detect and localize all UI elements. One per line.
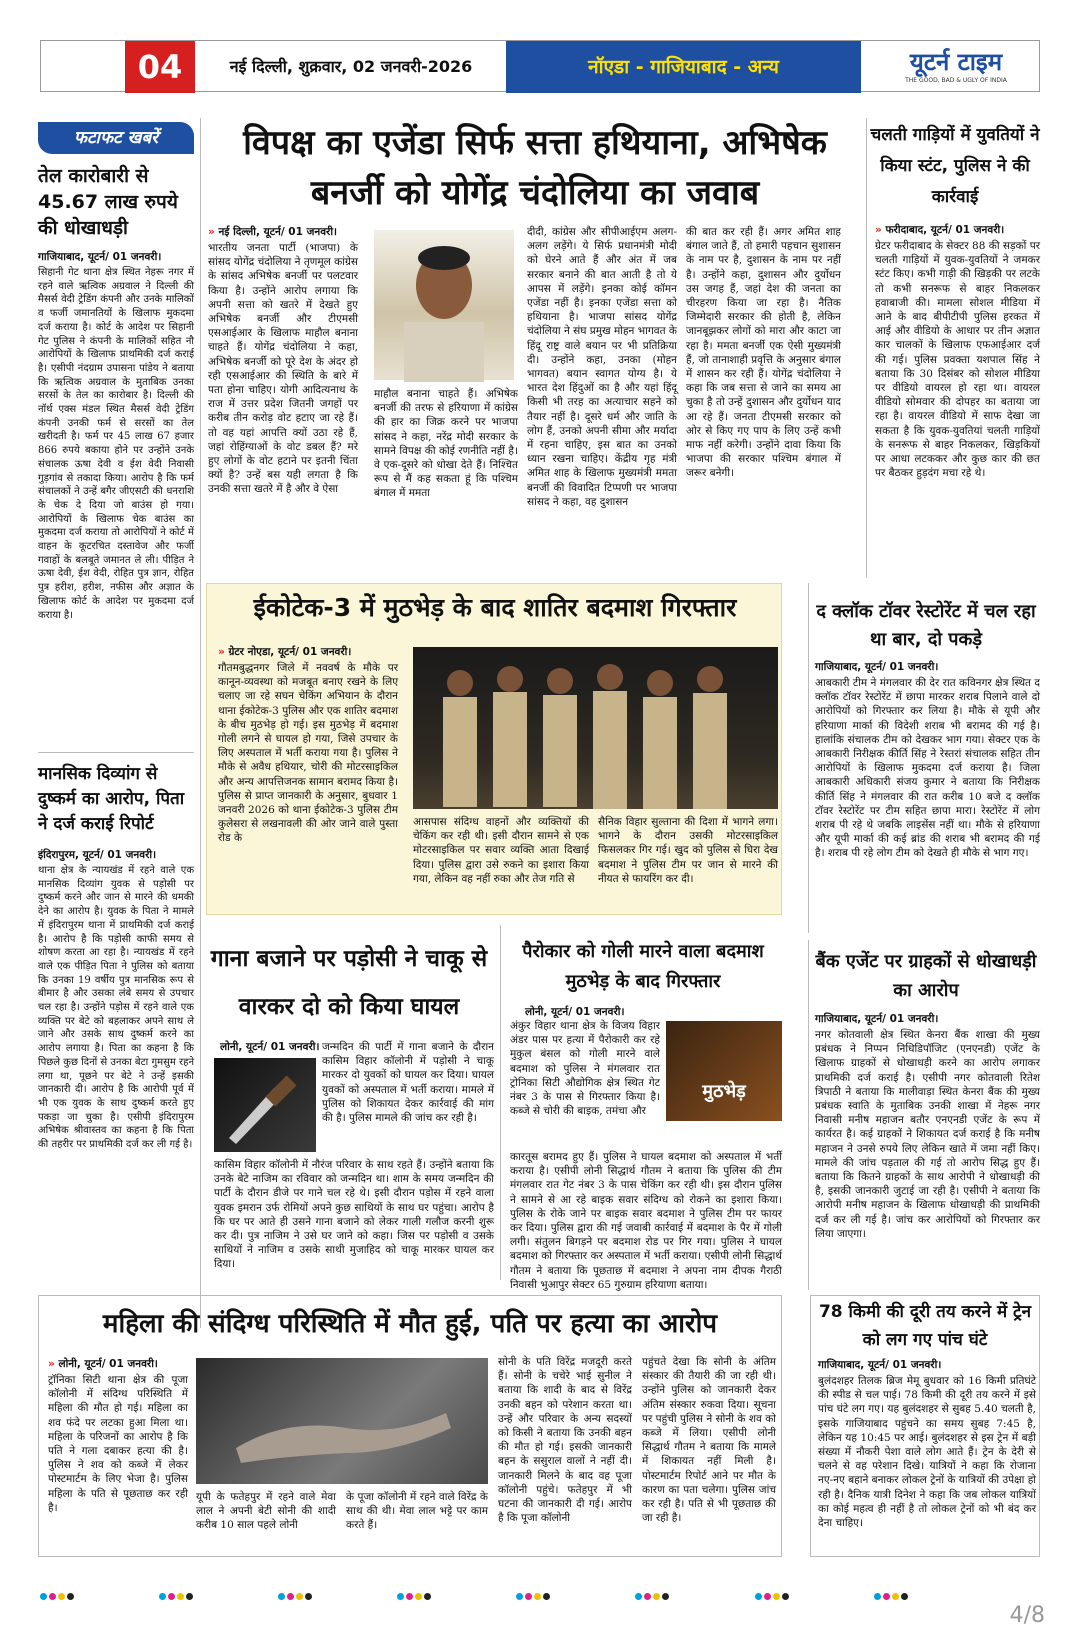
article-body xyxy=(38,848,194,1318)
dateline: गाजियाबाद, यूटर्न/ 01 जनवरी। xyxy=(815,661,939,673)
politician-photo xyxy=(374,230,514,380)
article-text: जन्मदिन की पार्टी में गाना बजाने के दौरान कासिम विहार कॉलोनी में पड़ोसी ने चाकू मारकर दो युवकों को घायल कर दिया। घायल युवकों को अस्पताल में भर्ती कराया। मामले में पुलिस को शिकायत देकर कार्रवाई की मांग की है। पुलिस मामले की जांच कर रही है। xyxy=(322,1041,494,1125)
logo-tagline: THE GOOD, BAD & UGLY OF INDIA xyxy=(905,77,1007,84)
dateline: » नई दिल्ली, यूटर्न/ 01 जनवरी। xyxy=(208,226,338,238)
article-body xyxy=(818,1358,1036,1554)
dateline: » फरीदाबाद, यूटर्न/ 01 जनवरी। xyxy=(875,224,1005,236)
article-body xyxy=(38,250,194,750)
headline: तेल कारोबारी से 45.67 लाख रुपये की धोखाधड़ी xyxy=(38,165,178,239)
article-text: कारतूस बरामद हुए हैं। पुलिस ने घायल बदमाश को अस्पताल में भर्ती कराया है। एसीपी लोनी सिद्धार्थ गौतम ने बताया कि पुलिस की टीम मंगलवार रात गेट नंबर 3 के पास चेकिंग कर रही थी। इस दौरान पुलिस ने सामने से आ रहे बाइक सवार संदिग्ध को रोकने का इशारा किया। पुलिस के रोके जाने पर बाइक सवार बदमाश ने पुलिस टीम पर फायर कर दिया। पुलिस द्वारा की गई जवाबी कार्रवाई में बदमाश के पैर में गोली लगी। संतुलन बिगड़ने पर बदमाश रोड पर गिर गया। पुलिस ने घायल बदमाश को गिरफ्तार कर अस्पताल में भर्ती कराया। एसीपी लोनी सिद्धार्थ गौतम ने बताया कि पूछताछ में बदमाश ने अपना नाम दीपक गैराठी निवासी भुआपुर सेक्टर 65 गुरुग्राम हरियाणा बताया। xyxy=(510,1151,782,1291)
masthead xyxy=(40,40,1040,92)
article-text: यूपी के फतेहपुर में रहने वाले मेवा लाल ने अपनी बेटी सोनी की शादी करीब 10 साल पहले लोनी xyxy=(196,1491,336,1532)
page-number: 04 xyxy=(125,41,195,93)
article-text: आसपास संदिग्ध वाहनों और व्यक्तियों की चेकिंग कर रही थी। इसी दौरान सामने से एक मोटरसाइकिल पर सवार व्यक्ति आता दिखाई दिया। पुलिस द्वारा उसे रुकने का इशारा किया गया, लेकिन वह नहीं रुका और तेज गति से xyxy=(413,816,589,885)
dateline: लोनी, यूटर्न/ 01 जनवरी। xyxy=(525,1006,625,1018)
dateline: इंदिरापुरम, यूटर्न/ 01 जनवरी। xyxy=(38,849,157,861)
dateline: गाजियाबाद, यूटर्न/ 01 जनवरी। xyxy=(38,251,162,263)
print-registration-dots xyxy=(40,1585,1040,1597)
article-body xyxy=(815,1012,1040,1292)
section-banner: नॉएडा - गाजियाबाद - अन्य xyxy=(506,41,861,93)
article-text: पहुंचते देखा कि सोनी के अंतिम संस्कार की तैयारी की जा रही थी। उन्होंने पुलिस को जानकारी देकर अंतिम संस्कार रुकवा दिया। सूचना पर पहुंची पुलिस ने सोनी के शव को कब्जे में लिया। एसीपी लोनी सिद्धार्थ गौतम ने बताया कि मामले में शिकायत नहीं मिली है। पोस्टमार्टम रिपोर्ट आने पर मौत के कारण का पता चलेगा। पुलिस जांच कर रही है। पति से भी पूछताछ की जा रही है। xyxy=(642,1356,776,1525)
police-team-illustration xyxy=(413,647,778,809)
article-text: नगर कोतवाली क्षेत्र स्थित केनरा बैंक शाखा की मुख्य प्रबंधक ने निप्पन निधिडिपॉजिट (एनएनडी) एजेंट के खिलाफ ग्राहकों से धोखाधड़ी करने का आरोप लगाकर प्राथमिकी दर्ज कराई है। एसीपी नगर कोतवाली रितेश त्रिपाठी ने बताया कि मालीवाड़ा स्थित केनरा बैंक की मुख्य प्रबंधक स्वाति के मुताबिक उनकी शाखा में नेहरू नगर निवासी मनीष महाजन बतौर एनएनडी एजेंट के रूप में कार्यरत है। कई ग्राहकों ने शिकायत दर्ज कराई है कि मनीष महाजन ने उनसे रुपये लिए लेकिन खाते में जमा नहीं किए। मामले की जांच पड़ताल की गई तो आरोप सिद्ध हुए हैं। बताया कि कितने ग्राहकों के साथ आरोपी ने धोखाधड़ी की है, इसकी जानकारी जुटाई जा रही है। एसीपी ने बताया कि आरोपी मनीष महाजन के खिलाफ धोखाधड़ी की प्राथमिकी दर्ज कर ली गई है। जांच कर आरोपियों को गिरफ्तार कर लिया जाएगा। xyxy=(815,1029,1040,1240)
headline: मानसिक दिव्यांग से दुष्कर्म का आरोप, पिता ने दर्ज कराई रिपोर्ट xyxy=(38,764,185,834)
left-section-label: फटाफट खबरें xyxy=(38,122,194,154)
portrait-illustration xyxy=(374,230,514,380)
headline: चलती गाड़ियों में युवतियों ने किया स्टंट, पुलिस ने की कार्रवाई xyxy=(870,125,1040,207)
article-body xyxy=(208,225,358,575)
hand-illustration xyxy=(196,1358,488,1484)
article-body xyxy=(218,645,398,910)
police-team-photo xyxy=(413,647,778,809)
dateline: » लोनी, यूटर्न/ 01 जनवरी। xyxy=(48,1358,158,1370)
headline: गाना बजाने पर पड़ोसी ने चाकू से वारकर दो को किया घायल xyxy=(210,946,488,1020)
knife-photo xyxy=(214,1058,316,1152)
article-text: की बात कर रही हैं। अगर अमित शाह बंगाल जाते हैं, तो हमारी पहचान सुशासन के नाम पर है, दुशासन के नाम पर नहीं है। उन्होंने कहा, दुशासन और दुर्योधन उस जगह हैं, जहां देश की जनता का चीरहरण किया जा रहा है। नैतिक जिम्मेदारी सरकार की होती है, लेकिन जानबूझकर लोगों को मारा और काटा जा रहा है। ममता बनर्जी एक ऐसी मुख्यमंत्री हैं, जो तानाशाही प्रवृत्ति के अनुसार बंगाल में शासन कर रही हैं। योगेंद्र चंदोलिया ने कहा कि जब सत्ता से जाने का समय आ चुका है तो उन्हें दुशासन और दुर्योधन याद आ रहे हैं। जनता टीएमसी सरकार को ओर से किए गए पाप के लिए उन्हें कभी माफ नहीं करेगी। उन्होंने दावा किया कि भाजपा की सरकार पश्चिम बंगाल में जरूर बनेगी। xyxy=(686,226,841,480)
lead-headline: विपक्ष का एजेंडा सिर्फ सत्ता हथियाना, अभिषेक बनर्जी को योगेंद्र चंदोलिया का जवाब xyxy=(243,123,827,213)
article-text: माहौल बनाना चाहते हैं। अभिषेक बनर्जी की तरफ से हरियाणा में कांग्रेस की हार का जिक्र करने पर भाजपा सांसद ने कहा, नरेंद्र मोदी सरकार के सामने विपक्ष की कोई रणनीति नहीं है। वे एक-दूसरे को धोखा देते हैं। निश्चित रूप से मैं कह सकता हूं कि पश्चिम बंगाल में ममता xyxy=(374,388,518,500)
knife-illustration xyxy=(214,1058,316,1152)
article-body xyxy=(48,1357,188,1552)
headline: महिला की संदिग्ध परिस्थिति में मौत हुई, पति पर हत्या का आरोप xyxy=(102,1309,718,1339)
dateline: नई दिल्ली, शुक्रवार, 02 जनवरी-2026 xyxy=(229,57,473,76)
article-text: ट्रॉनिका सिटी थाना क्षेत्र की पूजा कॉलोनी में संदिग्ध परिस्थिति में महिला की मौत हो गई। महिला का शव फंदे पर लटका हुआ मिला था। महिला के परिजनों का आरोप है कि पति ने गला दबाकर हत्या की है। पुलिस ने शव को कब्जे में लेकर पोस्टमार्टम के लिए भेजा है। पुलिस महिला के पति से पूछताछ कर रही है। xyxy=(48,1374,188,1514)
headline: बैंक एजेंट पर ग्राहकों से धोखाधड़ी का आरोप xyxy=(815,951,1037,1001)
headline: पैरोकार को गोली मारने वाला बदमाश मुठभेड़ के बाद गिरफ्तार xyxy=(522,941,764,992)
page-counter: 4/8 xyxy=(1009,1603,1045,1628)
dateline: » ग्रेटर नोएडा, यूटर्न/ 01 जनवरी। xyxy=(218,646,352,658)
article-text: कासिम विहार कॉलोनी में नौरंज परिवार के साथ रहते हैं। उन्होंने बताया कि उनके बेटे नाजिम का रविवार को जन्मदिन था। शाम के समय जन्मदिन की पार्टी के दौरान डीजे पर गाने चल रहे थे। इसी दौरान पड़ोस में रहने वाला युवक इमरान उर्फ रोमियों अपने कुछ साथियों के साथ घर पहुंचा। आरोप है कि घर पर आते ही उसने गाना बजाने को लेकर गाली गलौज करनी शुरू कर दी। पुत्र नाजिम ने उसे घर जाने को कहा। जिस पर पड़ोसी व उसके साथियों ने नाजिम व उसके साथी मुजाहिद को चाकू मारकर घायल कर दिया। xyxy=(214,1159,494,1271)
article-text: आबकारी टीम ने मंगलवार की देर रात कविनगर क्षेत्र स्थित द क्लॉक टॉवर रेस्टोरेंट में छापा मारकर शराब पिलाने वाले दो आरोपियों को गिरफ्तार कर लिया है। मौके से यूपी और हरियाणा मार्का की विदेशी शराब भी बरामद की गई है। हालांकि संचालक टीम को देखकर भाग गया। सेक्टर एक के आबकारी निरीक्षक कीर्ति सिंह ने रेस्तरां संचालक सहित तीन आरोपियों के खिलाफ मुकदमा दर्ज कराया है। जिला आबकारी अधिकारी संजय कुमार ने बताया कि निरीक्षक कीर्ति सिंह ने मंगलवार की रात करीब 10 बजे द क्लॉक टॉवर रेस्टोरेंट पर टीम सहित छापा मारा। रेस्टोरेंट में लोग शराब पी रहे थे जबकि लाइसेंस नहीं था। मौके से हरियाणा और यूपी मार्का की कई ब्रांड की शराब भी बरामद की गई है। शराब पी रहे लोग टीम को देखते ही मौके से भाग गए। xyxy=(815,677,1040,860)
hand-photo xyxy=(196,1358,488,1484)
headline: 78 किमी की दूरी तय करने में ट्रेन को लग गए पांच घंटे xyxy=(818,1302,1032,1350)
encounter-photo xyxy=(666,1021,782,1121)
article-text: दीदी, कांग्रेस और सीपीआईएम अलग-अलग लड़ेंगे। ये सिर्फ प्रधानमंत्री मोदी को घेरने आते हैं और अंत में जब सरकार बनाने की बात आती है तो ये आपस में लड़ेंगे। इनका कोई कॉमन एजेंडा नहीं है। इनका एजेंडा सत्ता को हथियाना है। भाजपा सांसद योगेंद्र चंदोलिया ने संघ प्रमुख मोहन भागवत के हिंदू राष्ट्र वाले बयान पर भी प्रतिक्रिया दी। उन्होंने कहा, उनका (मोहन भागवत) बयान स्वागत योग्य है। ये भारत देश हिंदुओं का है और यहां हिंदू किसी भी तरह का अत्याचार सहने को तैयार नहीं है। दूसरे धर्म और जाति के लोग हैं, उनको अपनी सीमा और मर्यादा में रहना चाहिए, इस बात का उनको ध्यान रखना चाहिए। केंद्रीय गृह मंत्री अमित शाह के खिलाफ मुख्यमंत्री ममता बनर्जी की विवादित टिप्पणी पर भाजपा सांसद ने कहा, वह दुशासन xyxy=(527,226,677,508)
dateline: गाजियाबाद, यूटर्न/ 01 जनवरी। xyxy=(815,1013,939,1025)
dateline: लोनी, यूटर्न/ 01 जनवरी। xyxy=(220,1041,320,1053)
headline: द क्लॉक टॉवर रेस्टोरेंट में चल रहा था बार, दो पकड़े xyxy=(816,601,1036,650)
article-text: ग्रेटर फरीदाबाद के सेक्टर 88 की सड़कों पर चलती गाड़ियों में युवक-युवतियों ने जमकर स्टंट किए। कभी गाड़ी की खिड़की पर लटके तो कभी सनरूफ से बाहर निकलकर हवाबाजी की। मामला सोशल मीडिया में आने के बाद बीपीटीपी पुलिस हरकत में आई और वीडियो के आधार पर तीन अज्ञात कार चालकों के खिलाफ एफआईआर दर्ज की गई। पुलिस प्रवक्ता यशपाल सिंह ने बताया कि 30 दिसंबर को सोशल मीडिया पर वीडियो वायरल हो रहा था। वायरल वीडियो सोमवार की दोपहर का बताया जा रहा है। वायरल वीडियो में साफ देखा जा सकता है कि युवक-युवतियां चलती गाड़ियों के सनरूफ से बाहर निकलकर, खिड़कियों पर आधा लटककर और कुछ कार की छत पर बैठकर हुड़दंग मचा रहे थे। xyxy=(875,240,1040,480)
article-text: भारतीय जनता पार्टी (भाजपा) के सांसद योगेंद्र चंदोलिया ने तृणमूल कांग्रेस के सांसद अभिषेक बनर्जी पर पलटवार किया है। उन्होंने आरोप लगाया कि अपनी सत्ता को खतरे में देखते हुए अभिषेक बनर्जी और टीएमसी एसआईआर के खिलाफ माहौल बनाना चाहते हैं। योगेंद्र चंदोलिया ने कहा, अभिषेक बनर्जी को पूरे देश के अंदर हो रही एसआईआर की स्थिति के बारे में पता होना चाहिए। योगी आदित्यनाथ के राज में उत्तर प्रदेश जितनी जगहों पर करीब तीन करोड़ वोट हटाए जा रहे हैं। तो वह यहां आपत्ति क्यों उठा रहे हैं, जहां रोहिंग्याओं के वोट डबल हैं? मरे हुए लोगों के वोट हटाने पर इतनी चिंता क्यों है? उन्हें बस यही लगता है कि उनकी सत्ता खतरे में है और वे ऐसा xyxy=(208,242,358,496)
dateline: गाजियाबाद, यूटर्न/ 01 जनवरी। xyxy=(818,1359,942,1371)
article-text: बुलंदशहर तिलक ब्रिज मेमू बुधवार को 16 किमी प्रतिघंटे की स्पीड से चल पाई। 78 किमी की दूरी तय करने में इसे पांच घंटे लग गए। यह बुलंदशहर से सुबह 5.40 चलती है, इसके गाजियाबाद पहुंचने का समय सुबह 7:45 है, लेकिन यह 10:45 पर आई। बुलंदशहर से इस ट्रेन में बड़ी संख्या में नौकरी पेशा वाले लोग आते हैं। ट्रेन के देरी से चलने से वह परेशान दिखे। यात्रियों ने कहा कि रोजाना नए-नए बहाने बनाकर लोकल ट्रेनों के यात्रियों की उपेक्षा हो रही है। दैनिक यात्री दिनेश ने कहा कि जब लोकल यात्रियों का कोई महत्व ही नहीं है तो लोकल ट्रेनों को भी बंद कर देना चाहिए। xyxy=(818,1375,1036,1530)
article-text: गौतमबुद्धनगर जिले में नववर्ष के मौके पर कानून-व्यवस्था को मजबूत बनाए रखने के लिए चलाए जा रहे सघन चेकिंग अभियान के दौरान थाना ईकोटेक-3 पुलिस और एक शातिर बदमाश के बीच मुठभेड़ हो गई। इस मुठभेड़ में बदमाश गोली लगने से घायल हो गया, जिसे उपचार के लिए अस्पताल में भर्ती कराया गया है। पुलिस ने मौके से अवैध हथियार, चोरी की मोटरसाइकिल और अन्य आपत्तिजनक सामान बरामद किया है। पुलिस से प्राप्त जानकारी के अनुसार, बुधवार 1 जनवरी 2026 को थाना ईकोटेक-3 पुलिस टीम कुलेसरा से लखनावली की ओर जाने वाले पुस्ता रोड के xyxy=(218,662,398,845)
article-text: थाना क्षेत्र के न्यायखंड में रहने वाले एक मानसिक दिव्यांग युवक से पड़ोसी पर दुष्कर्म करने और जान से मारने की धमकी देने का आरोप है। युवक के पिता ने मामले में इंदिरापुरम थाना में प्राथमिकी दर्ज कराई है। आरोप है कि पड़ोसी काफी समय से शोषण करता आ रहा है। न्यायखंड में रहने वाले एक पीड़ित पिता ने पुलिस को बताया कि उनका 19 वर्षीय पुत्र मानसिक रूप से बीमार है और उसका लंबे समय से उपचार चल रहा है। उन्होंने पड़ोस में रहने वाले एक व्यक्ति पर बेटे को बहलाकर अपने साथ ले जाने और उसके साथ दुष्कर्म करने का आरोप लगाया है। पिता का कहना है कि पिछले कुछ दिनों से उनका बेटा गुमसुम रहने लगा था, पूछने पर बेटे ने उन्हें इसकी जानकारी दी। आरोप है कि आरोपी पूर्व में भी एक युवक के साथ दुष्कर्म करते हुए पकड़ा जा चुका है। एसीपी इंदिरापुरम अभिषेक श्रीवास्तव का कहना है कि पिता की तहरीर पर प्राथमिकी दर्ज कर ली गई है। xyxy=(38,865,194,1151)
logo: यूटर्न टाइम xyxy=(909,48,1003,76)
article-text: अंकुर विहार थाना क्षेत्र के विजय विहार अंडर पास पर हत्या में पैरोकारी कर रहे मुकुल बंसल को गोली मारने वाले बदमाश को पुलिस ने मंगलवार रात ट्रोनिका सिटी औद्योगिक क्षेत्र स्थित गेट नंबर 3 के पास से गिरफ्तार किया है। कब्जे से चोरी की बाइक, तमंचा और xyxy=(510,1020,660,1118)
article-text: के पूजा कॉलोनी में रहने वाले विरेंद्र के साथ की थी। मेवा लाल भट्टे पर काम करते हैं। xyxy=(346,1491,488,1532)
article-text: सैनिक विहार सुल्ताना की दिशा में भागने लगा। भागने के दौरान उसकी मोटरसाइकिल फिसलकर गिर गई। खुद को पुलिस से घिरा देख बदमाश ने पुलिस टीम पर जान से मारने की नीयत से फायरिंग कर दी। xyxy=(598,816,778,885)
article-body xyxy=(875,223,1040,578)
photo-caption: मुठभेड़ xyxy=(702,1081,746,1102)
headline: ईकोटेक-3 में मुठभेड़ के बाद शातिर बदमाश गिरफ्तार xyxy=(253,593,737,622)
article-text: सिहानी गेट थाना क्षेत्र स्थित नेहरू नगर में रहने वाले ऋत्विक अग्रवाल ने दिल्ली की मैसर्स वेदी ट्रेडिंग कंपनी और उनके मालिकों व फर्जी जमानतियों के खिलाफ मुकदमा दर्ज कराया है। कोर्ट के आदेश पर सिहानी गेट पुलिस ने कंपनी के मालिकों सहित नौ आरोपियों के खिलाफ प्राथमिकी दर्ज कराई है। एसीपी नंदग्राम उपासना पांडेय ने बताया कि ऋत्विक अग्रवाल के मुताबिक उनका सरसों के तेल का कारोबार है। दिल्ली की नॉर्थ एक्स मंडल स्थित मैसर्स वेदी ट्रेडिंग कंपनी उनकी फर्म से सरसों का तेल खरीदती है। फर्म पर 45 लाख 67 हजार 866 रुपये बकाया होने पर उन्होंने उनके संचालक ऊषा देवी व ईश वेदी निवासी गुड़गांव से तकादा किया। आरोप है कि फर्म संचालकों ने उन्हें बगैर जीएसटी की धनराशि के चेक दे दिया जो बाउंस हो गया। आरोपियों के खिलाफ चेक बाउंस का मुकदमा दर्ज कराया तो आरोपियों ने कोर्ट में वाहन के कूटरचित दस्तावेज और फर्जी गवाहों के बलबूते जमानत ले ली। पीड़ित ने ऊषा देवी, ईश वेदी, रोहित पुत्र ज्ञान, रोहित पुत्र हरीश, हरीश, नफीस और अज्ञात के खिलाफ कोर्ट के आदेश पर मुकदमा दर्ज कराया है। xyxy=(38,267,194,621)
article-text: सोनी के पति विरेंद्र मजदूरी करते हैं। सोनी के चचेरे भाई सुनील ने बताया कि शादी के बाद से विरेंद्र उनकी बहन को परेशान करता था। उन्हें और परिवार के अन्य सदस्यों को किसी ने बताया कि उनकी बहन की मौत हो गई। इसकी जानकारी बहन के ससुराल वालों ने नहीं दी। जानकारी मिलने के बाद वह पूजा कॉलोनी पहुंचे। फतेहपुर में भी घटना की जानकारी दी गई। आरोप है कि पूजा कॉलोनी xyxy=(498,1356,632,1525)
article-body xyxy=(815,660,1040,940)
